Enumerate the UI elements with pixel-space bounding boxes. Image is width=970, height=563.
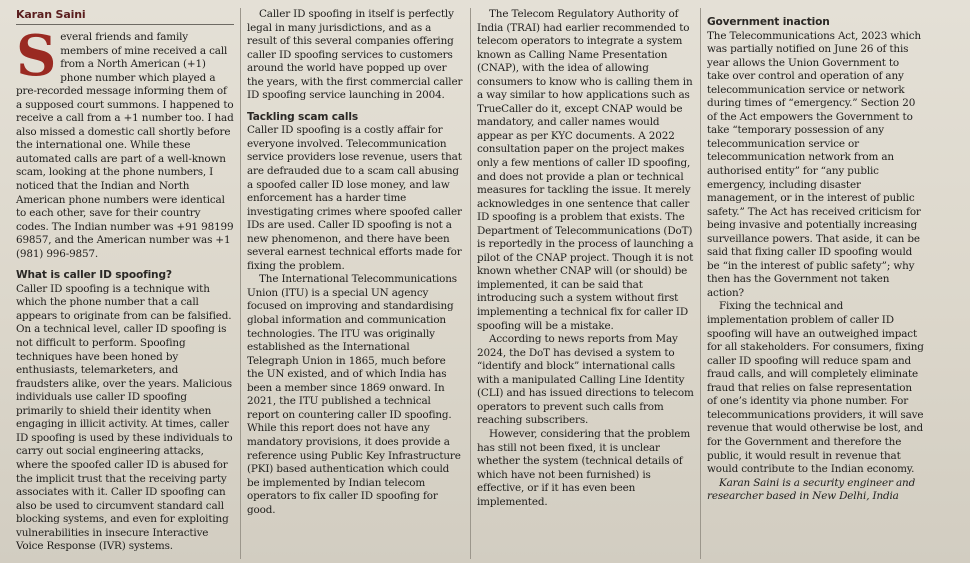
heading-tackling-scam-calls: Tackling scam calls [247, 110, 359, 123]
column-2 [240, 8, 470, 559]
column-3 [470, 8, 700, 559]
paragraph-s2-2: The International Telecommunications Union (ITU) is a special UN agency focused on improving and standardising global information and communication technologies. The ITU was originally established as the International Telegraph Union in 1865, much before the UN existed, and of which India has been a member since 1869 onward. In 2021, the ITU published a technical report on countering caller ID spoofing. While this report does not have any mandatory provisions, it does provide a reference using Public Key Infrastructure (PKI) based authentication which could be implemented by Indian telecom operators to fix caller ID spoofing for good. [247, 273, 461, 516]
paragraph-s2-4: According to news reports from May 2024, the DoT has devised a system to “identify and block” international calls with a manipulated Calling Line Identity (CLI) and has issued directions to telecom operators to prevent such calls from reaching subscribers. [477, 333, 694, 427]
paragraph-s3-1: The Telecommunications Act, 2023 which was partially notified on June 26 of this year allows the Union Government to take over control and operation of any telecommunication service or network during times of “emergency.” Section 20 of the Act empowers the Government to take “temporary possession of any telecommunication service or telecommunication network from an authorised entity” for “any public emergency, including disaster management, or in the interest of public safety.” The Act has received criticism for being invasive and potentially increasing surveillance powers. That aside, it can be said that fixing caller ID spoofing would be “in the interest of public safety”; why then has the Government not taken action? [707, 29, 921, 299]
paragraph-s2-1: Caller ID spoofing is a costly affair for everyone involved. Telecommunication service providers lose revenue, users that are defrauded due to a scam call abusing a spoofed caller ID lose money, and law enforcement has a harder time investigating crimes where spoofed caller IDs are used. Caller ID spoofing is not a new phenomenon, and there have been several earnest technical efforts made for fixing the problem. [247, 124, 462, 272]
paragraph-s2-3: The Telecom Regulatory Authority of India (TRAI) had earlier recommended to telecom operators to integrate a system known as Calling Name Presentation (CNAP), with the idea of allowing consumers to know who is calling them in a way similar to how applications such as TrueCaller do it, except CNAP would be mandatory, and caller names would appear as per KYC documents. A 2022 consultation paper on the project makes only a few mentions of caller ID spoofing, and does not provide a plan or technical measures for tackling the issue. It merely acknowledges in one sentence that caller ID spoofing is a problem that exists. The Department of Telecommunications (DoT) is reportedly in the process of launching a pilot of the CNAP project. Though it is not known whether CNAP will (or should) be implemented, it can be said that introducing such a system without first implementing a technical fix for caller ID spoofing will be a mistake. [477, 8, 694, 332]
author-bio: Karan Saini is a security engineer and researcher based in New Delhi, India [707, 476, 916, 503]
paragraph-s2-5: However, considering that the problem has still not been fixed, it is unclear whether the system (technical details of which have not been furnished) is effective, or if it has even been implemented. [477, 427, 691, 508]
heading-caller-id-spoofing: What is caller ID spoofing? [16, 269, 172, 282]
paragraph-s3-2: Fixing the technical and implementation problem of caller ID spoofing will have an outweighed impact for all stakeholders. For consumers, fixing caller ID spoofing will reduce spam and fraud calls, and will completely eliminate fraud that relies on false representation of one’s identity via phone number. For telecommunications providers, it will save revenue that would otherwise be lost, and for the Government and therefore the public, it would result in revenue that would contribute to the Indian economy. [707, 300, 924, 476]
article-columns [10, 8, 962, 559]
paragraph-s1-1: Caller ID spoofing is a technique with which the phone number that a call appears to originate from can be falsified. On a technical level, caller ID spoofing is not difficult to perform. Spoofing techniques have been honed by enthusiasts, telemarketers, and fraudsters alike, over the years. Malicious individuals use caller ID spoofing primarily to shield their identity when engaging in illicit activity. At times, caller ID spoofing is used by these individuals to carry out social engineering attacks, where the spoofed caller ID is abused for the implicit trust that the receiving party associates with it. Caller ID spoofing can also be used to circumvent standard call blocking systems, and even for exploiting vulnerabilities in insecure Interactive Voice Response (IVR) systems. [16, 282, 233, 553]
heading-government-inaction: Government inaction [707, 16, 830, 28]
byline: Karan Saini [16, 8, 234, 25]
intro-text: everal friends and family members of mine received a call from a North American (+1) phone number which played a pre-recorded message informing them of a supposed court summons. I happened to receive a call from a +1 number too. I had also missed a domestic call shortly before the international one. While these automated calls are part of a well-known scam, looking at the phone numbers, I noticed that the Indian and North American phone numbers were identical to each other, save for their country codes. The Indian number was +91 98199 69857, and the American number was +1 (981) 996-9857. [16, 31, 234, 260]
intro-paragraph [16, 23, 234, 261]
column-1 [10, 8, 240, 559]
column-4 [700, 8, 930, 559]
paragraph-s1-2: Caller ID spoofing in itself is perfectly legal in many jurisdictions, and as a result of this several companies offering caller ID spoofing services to customers around the world have popped up over the years, with the first commercial caller ID spoofing service launching in 2004. [247, 8, 463, 102]
drop-cap: S [16, 23, 57, 89]
